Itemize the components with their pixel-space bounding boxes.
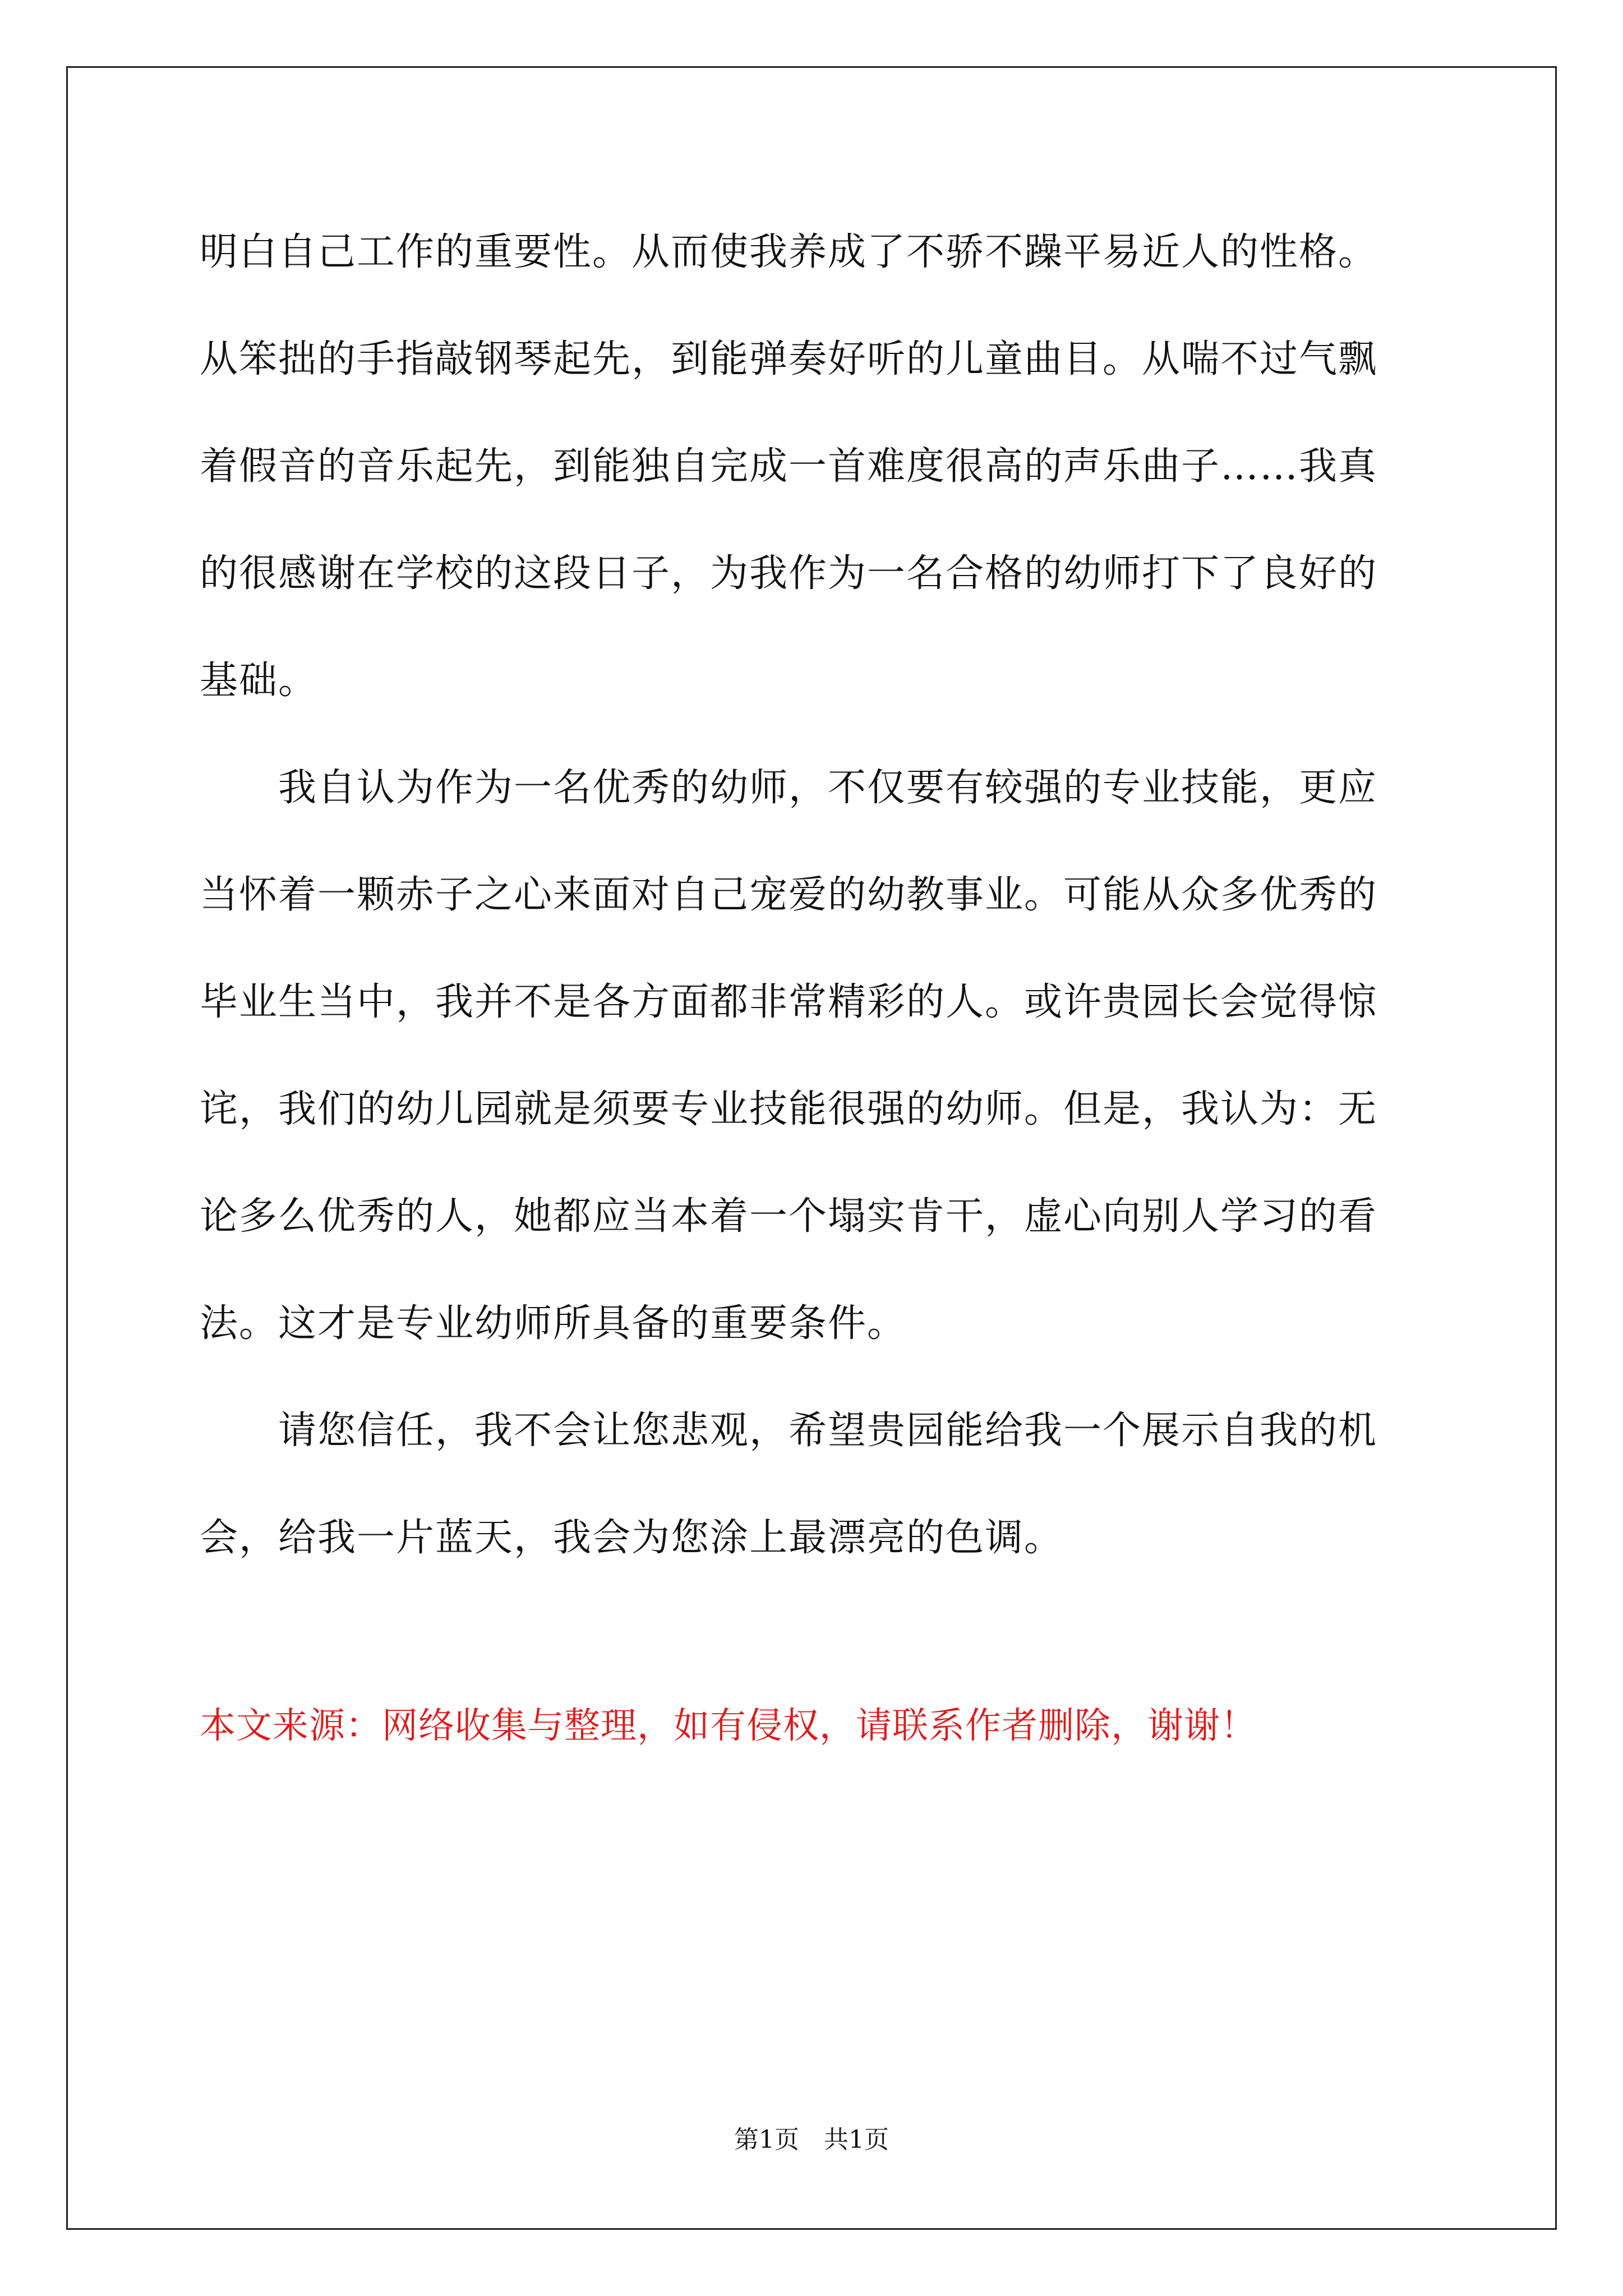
text-line: 论多么优秀的人，她都应当本着一个塌实肯干，虚心向别人学习的看 bbox=[200, 1194, 1378, 1239]
text-line: 明白自己工作的重要性。从而使我养成了不骄不躁平易近人的性格。 bbox=[200, 230, 1378, 274]
text-line: 当怀着一颗赤子之心来面对自己宠爱的幼教事业。可能从众多优秀的 bbox=[200, 873, 1378, 917]
page-frame bbox=[66, 66, 1557, 2230]
text-line: 法。这才是专业幼师所具备的重要条件。 bbox=[200, 1301, 907, 1346]
text-line: 诧，我们的幼儿园就是须要专业技能很强的幼师。但是，我认为：无 bbox=[200, 1087, 1378, 1131]
text-line: 会，给我一片蓝天，我会为您涂上最漂亮的色调。 bbox=[200, 1516, 1064, 1560]
text-line: 请您信任，我不会让您悲观，希望贵园能给我一个展示自我的机 bbox=[200, 1409, 1378, 1453]
source-note: 本文来源：网络收集与整理，如有侵权，请联系作者删除，谢谢！ bbox=[200, 1705, 1257, 1747]
text-line: 毕业生当中，我并不是各方面都非常精彩的人。或许贵园长会觉得惊 bbox=[200, 980, 1378, 1024]
text-line: 从笨拙的手指敲钢琴起先，到能弹奏好听的儿童曲目。从喘不过气飘 bbox=[200, 337, 1378, 381]
text-line: 着假音的音乐起先，到能独自完成一首难度很高的声乐曲子……我真 bbox=[200, 444, 1378, 489]
text-line: 我自认为作为一名优秀的幼师，不仅要有较强的专业技能，更应 bbox=[200, 766, 1378, 810]
page-footer: 第1页 共1页 bbox=[734, 2125, 889, 2154]
text-line: 的很感谢在学校的这段日子，为我作为一名合格的幼师打下了良好的 bbox=[200, 551, 1378, 596]
text-line: 基础。 bbox=[200, 659, 318, 703]
